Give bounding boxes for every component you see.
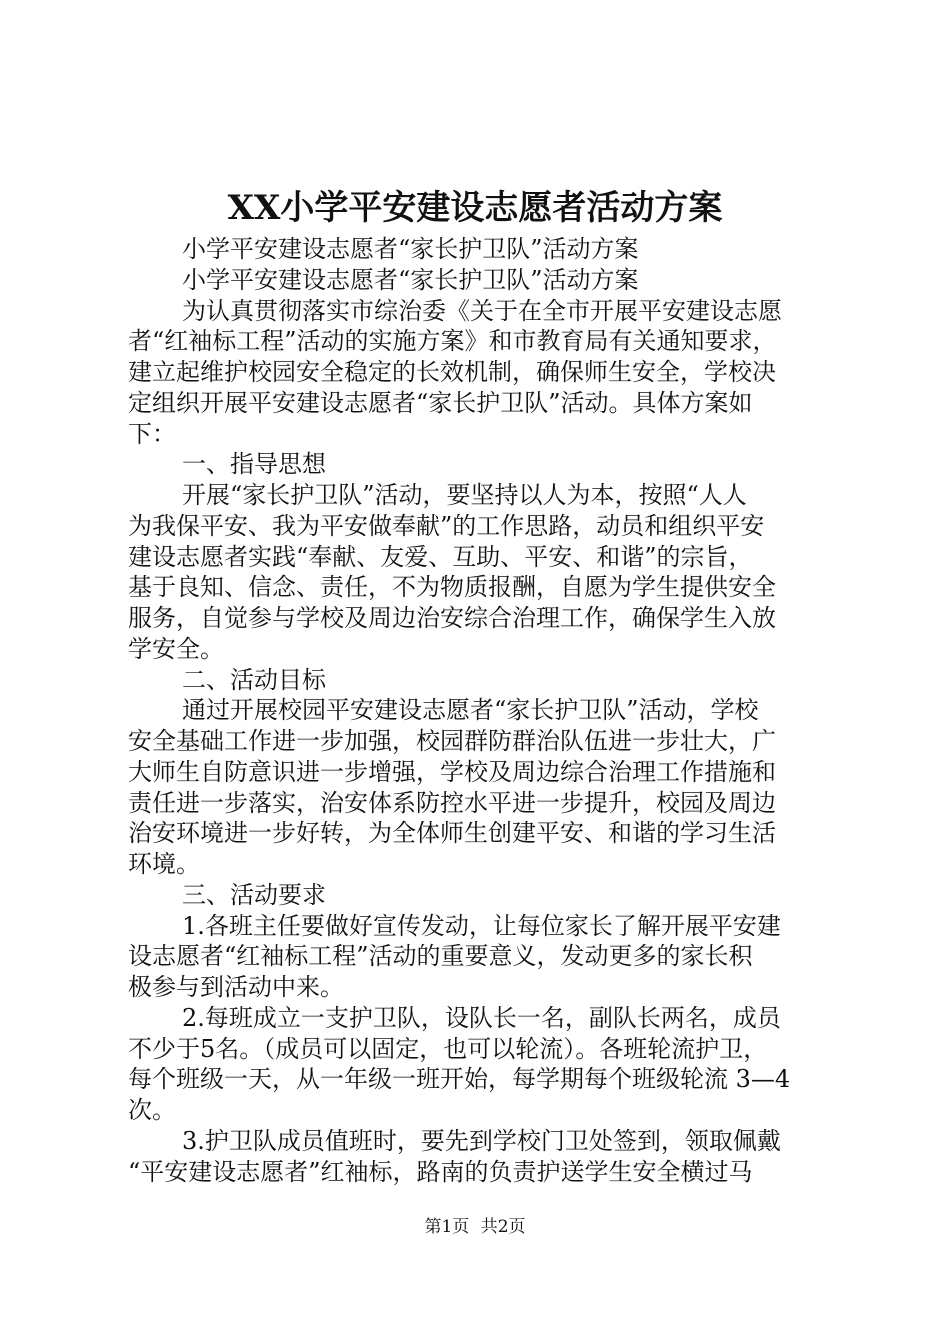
text-line: 开展“家长护卫队”活动，要坚持以人为本，按照“人人 xyxy=(182,481,747,509)
text-line: 次。 xyxy=(128,1096,176,1124)
page-number: 第1页 xyxy=(424,1217,470,1237)
text-line: 通过开展校园平安建设志愿者“家长护卫队”活动，学校 xyxy=(182,696,759,725)
text-line: 建设志愿者实践“奉献、友爱、互助、平安、和谐”的宗旨， xyxy=(128,542,753,571)
text-line: 为认真贯彻落实市综治委《关于在全市开展平安建设志愿 xyxy=(182,296,782,325)
document-body xyxy=(128,234,828,1187)
text-line: 大师生自防意识进一步增强，学校及周边综合治理工作措施和 xyxy=(128,757,776,786)
text-line: 小学平安建设志愿者“家长护卫队”活动方案 xyxy=(182,235,639,263)
text-line: 安全基础工作进一步加强，校园群防群治队伍进一步壮大，广 xyxy=(128,727,776,755)
text-line: 不少于5名。（成员可以固定，也可以轮流）。各班轮流护卫， xyxy=(128,1034,768,1063)
document-title: XX小学平安建设志愿者活动方案 xyxy=(227,188,723,228)
text-line: 1.各班主任要做好宣传发动，让每位家长了解开展平安建 xyxy=(182,911,781,940)
text-line: 环境。 xyxy=(128,850,200,878)
text-line: 3.护卫队成员值班时，要先到学校门卫处签到，领取佩戴 xyxy=(182,1126,781,1155)
text-line: 为我保平安、我为平安做奉献”的工作思路，动员和组织平安 xyxy=(128,511,765,540)
text-line: 基于良知、信念、责任，不为物质报酬，自愿为学生提供安全 xyxy=(128,573,776,602)
text-line: 每个班级一天，从一年级一班开始，每学期每个班级轮流 3—4 xyxy=(128,1065,791,1094)
text-line: 下： xyxy=(128,419,176,448)
text-line: 二、活动目标 xyxy=(182,665,326,694)
text-line: 者“红袖标工程”活动的实施方案》和市教育局有关通知要求， xyxy=(128,327,777,356)
text-line: 治安环境进一步好转，为全体师生创建平安、和谐的学习生活 xyxy=(128,819,776,848)
text-line: 建立起维护校园安全稳定的长效机制，确保师生安全，学校决 xyxy=(128,358,776,386)
text-line: 小学平安建设志愿者“家长护卫队”活动方案 xyxy=(182,265,639,294)
text-line: 极参与到活动中来。 xyxy=(128,973,344,1001)
text-line: 三、活动要求 xyxy=(182,880,326,909)
text-line: “平安建设志愿者”红袖标，路南的负责护送学生安全横过马 xyxy=(128,1157,753,1186)
text-line: 设志愿者“红袖标工程”活动的重要意义，发动更多的家长积 xyxy=(128,942,753,971)
text-line: 学安全。 xyxy=(128,634,224,663)
text-line: 一、指导思想 xyxy=(182,450,326,479)
text-line: 2.每班成立一支护卫队，设队长一名，副队长两名，成员 xyxy=(182,1003,781,1032)
text-line: 定组织开展平安建设志愿者“家长护卫队”活动。具体方案如 xyxy=(128,388,753,417)
page-total: 共2页 xyxy=(480,1217,526,1237)
text-line: 服务，自觉参与学校及周边治安综合治理工作，确保学生入放 xyxy=(128,604,776,632)
text-line: 责任进一步落实，治安体系防控水平进一步提升，校园及周边 xyxy=(128,788,776,817)
page-footer xyxy=(0,1213,950,1241)
